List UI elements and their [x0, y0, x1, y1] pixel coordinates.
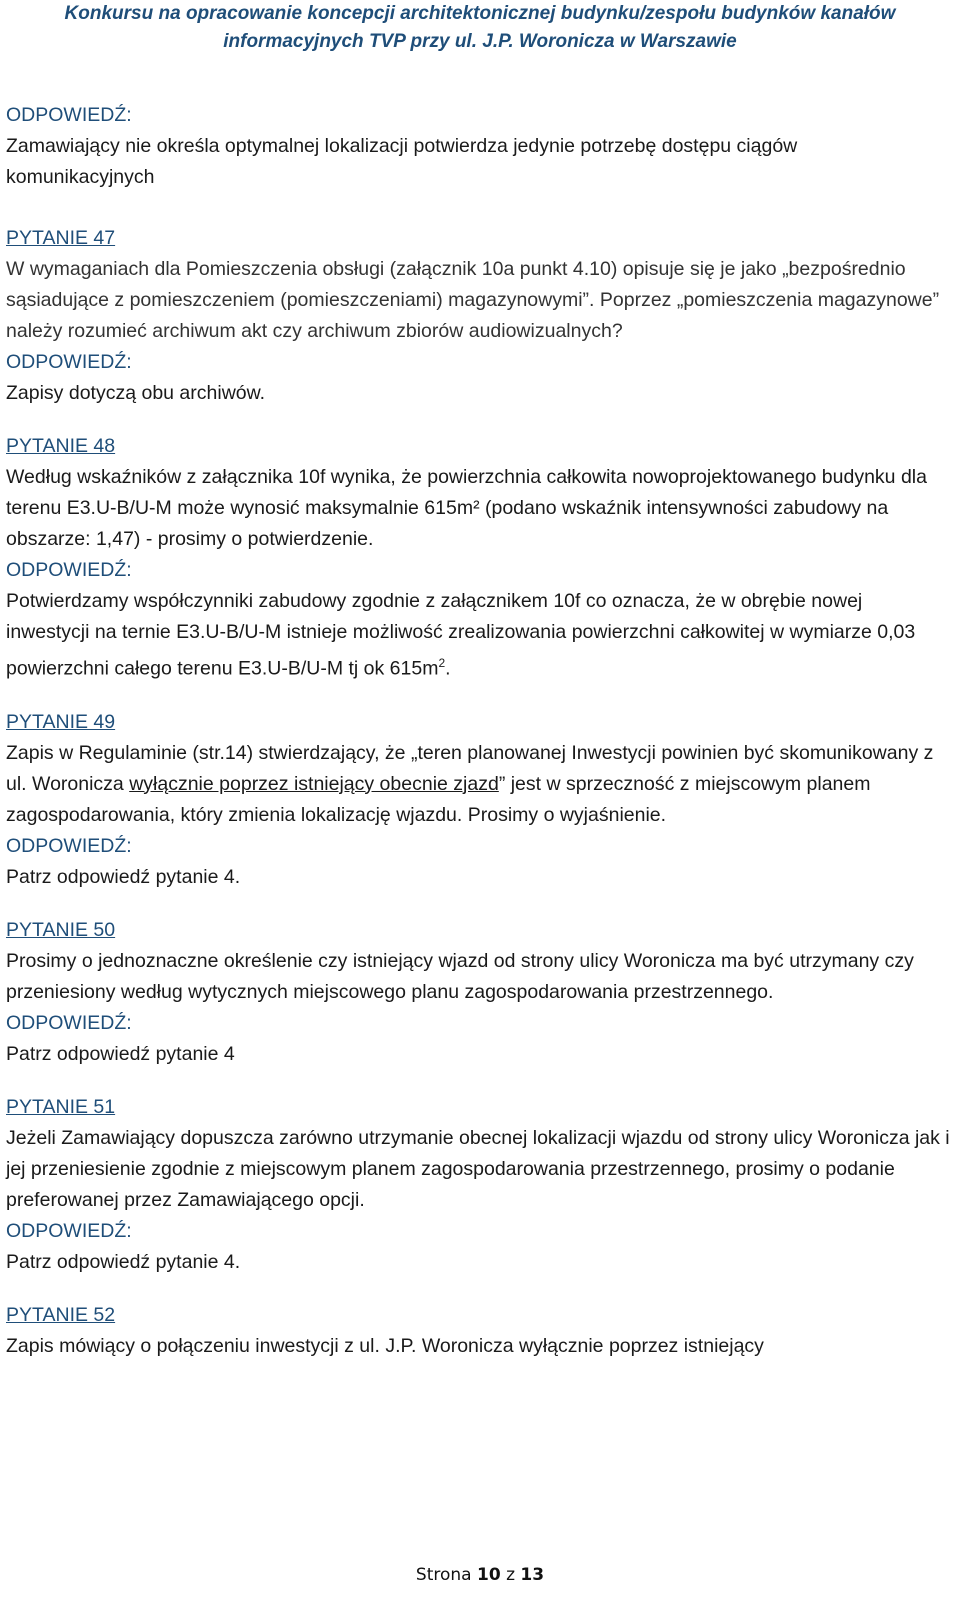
answer-superscript: 2 — [438, 656, 446, 670]
answer-text: Zapisy dotyczą obu archiwów. — [6, 382, 266, 404]
question-title: PYTANIE 49 — [6, 710, 116, 733]
header-line-2: informacyjnych TVP przy ul. J.P. Woronicza w Warszawie — [223, 31, 737, 52]
question-title: PYTANIE 47 — [6, 227, 116, 249]
answer-label: ODPOWIEDŹ: — [6, 834, 132, 857]
page-footer — [0, 1565, 960, 1585]
question-title: PYTANIE 50 — [6, 918, 116, 941]
question-part-2: ” jest w sprzeczność z miejscowym planem zagospodarowania, który zmienia lokalizację wjazdu. Prosimy o wyjaśnienie. — [6, 772, 871, 826]
document-header — [0, 0, 960, 56]
answer-label: ODPOWIEDŹ: — [6, 104, 132, 126]
question-part-1: Zapis w Regulaminie (str.14) stwierdzający, że „teren planowanej Inwestycji powinien być skomunikowany z ul. Woronicza — [6, 741, 934, 795]
question-text: W wymaganiach dla Pomieszczenia obsługi (załącznik 10a punkt 4.10) opisuje się je jako „bezpośrednio sąsiadujące z pomieszczeniem (pomieszczeniami) magazynowymi”. Poprzez „pomieszczenia magazynowe” należy rozumieć archiwum akt czy archiwum zbiorów audiowizualnych? — [6, 258, 940, 342]
page-total: 13 — [520, 1565, 545, 1585]
page-number: 10 — [476, 1565, 501, 1585]
answer-text: Patrz odpowiedź pytanie 4 — [6, 1042, 235, 1065]
header-line-1: Konkursu na opracowanie koncepcji architektonicznej budynku/zespołu budynków kanałów — [64, 3, 896, 24]
answer-block-prev — [6, 100, 951, 193]
question-text: Według wskaźników z załącznika 10f wynika, że powierzchnia całkowita nowoprojektowanego budynku dla terenu E3.U-B/U-M może wynosić maksymalnie 615m² (podano wskaźnik intensywności zabudowy na obszarze: 1,47) - prosimy o potwierdzenie. — [6, 466, 927, 550]
answer-label: ODPOWIEDŹ: — [6, 559, 132, 581]
page-label: Strona — [415, 1565, 472, 1585]
answer-label: ODPOWIEDŹ: — [6, 1219, 132, 1242]
answer-text: Zamawiający nie określa optymalnej lokalizacji potwierdza jedynie potrzebę dostępu ciągów komunikacyjnych — [6, 135, 798, 188]
question-49 — [6, 707, 951, 893]
question-47 — [6, 223, 951, 409]
document-body — [6, 100, 951, 1390]
question-underlined-phrase: wyłącznie poprzez istniejący obecnie zjazd — [129, 772, 499, 795]
answer-end: . — [445, 657, 451, 680]
question-50 — [6, 915, 951, 1070]
answer-label: ODPOWIEDŹ: — [6, 1011, 132, 1034]
question-48 — [6, 431, 951, 685]
question-52 — [6, 1300, 951, 1362]
answer-text — [6, 586, 951, 685]
answer-main: Potwierdzamy współczynniki zabudowy zgodnie z załącznikem 10f co oznacza, że w obrębie nowej inwestycji na ternie E3.U-B/U-M istnieje możliwość zrealizowania powierzchni całkowitej w wymiarze 0,03 powierzchni całego terenu E3.U-B/U-M tj ok 615m — [6, 590, 916, 680]
answer-text: Patrz odpowiedź pytanie 4. — [6, 865, 241, 888]
question-title: PYTANIE 52 — [6, 1303, 116, 1326]
question-title: PYTANIE 48 — [6, 435, 116, 457]
answer-label: ODPOWIEDŹ: — [6, 351, 132, 373]
question-text: Jeżeli Zamawiający dopuszcza zarówno utrzymanie obecnej lokalizacji wjazdu od strony ulicy Woronicza jak i jej przeniesienie zgodnie z miejscowym planem zagospodarowania przestrzennego, prosimy o podanie preferowanej przez Zamawiającego opcji. — [6, 1126, 950, 1211]
question-text: Zapis mówiący o połączeniu inwestycji z ul. J.P. Woronicza wyłącznie poprzez istniejący — [6, 1334, 764, 1357]
question-text — [6, 738, 951, 831]
question-51 — [6, 1092, 951, 1278]
page-separator: z — [506, 1565, 515, 1585]
question-title: PYTANIE 51 — [6, 1095, 116, 1118]
question-text: Prosimy o jednoznaczne określenie czy istniejący wjazd od strony ulicy Woronicza ma być utrzymany czy przeniesiony według wytycznych miejscowego planu zagospodarowania przestrzennego. — [6, 949, 914, 1003]
answer-text: Patrz odpowiedź pytanie 4. — [6, 1250, 241, 1273]
